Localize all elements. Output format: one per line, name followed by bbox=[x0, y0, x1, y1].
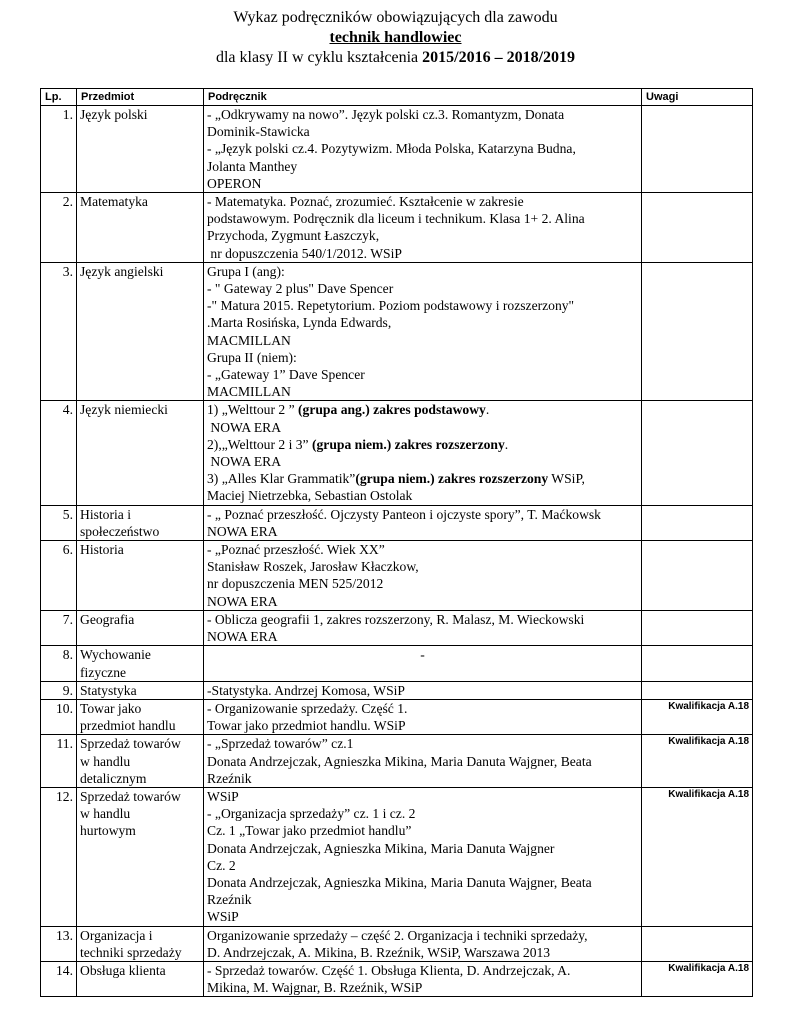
subject-line: Towar jako bbox=[80, 700, 142, 716]
row-number: 11. bbox=[41, 735, 77, 788]
textbook-text: 3) „Alles Klar Grammatik” bbox=[207, 471, 356, 487]
textbook-line: Jolanta Manthey bbox=[207, 158, 298, 174]
textbook-line: Dominik-Stawicka bbox=[207, 124, 310, 140]
notes-cell bbox=[642, 681, 753, 699]
textbook-cell bbox=[204, 926, 642, 961]
subject-line: w handlu bbox=[80, 753, 131, 769]
header-cycle-prefix: dla klasy II w cyklu kształcenia bbox=[215, 49, 423, 66]
subject-line: Historia bbox=[80, 542, 124, 558]
textbook-line: Mikina, M. Wajgnar, B. Rzeźnik, WSiP bbox=[207, 980, 423, 996]
table-row bbox=[41, 401, 753, 505]
notes-cell bbox=[642, 926, 753, 961]
table-row bbox=[41, 787, 753, 926]
subject-cell bbox=[77, 401, 204, 505]
column-header-notes: Uwagi bbox=[642, 89, 753, 106]
textbook-line: - Sprzedaż towarów. Część 1. Obsługa Klienta, D. Andrzejczak, A. bbox=[207, 962, 571, 978]
textbook-emphasis: (grupa niem.) zakres rozszerzony bbox=[355, 471, 549, 487]
textbook-line: - bbox=[420, 647, 425, 663]
textbook-line: Grupa I (ang): bbox=[207, 263, 285, 279]
textbook-line: -Statystyka. Andrzej Komosa, WSiP bbox=[207, 682, 405, 698]
notes-cell bbox=[642, 505, 753, 540]
column-header-book: Podręcznik bbox=[204, 89, 642, 106]
textbook-line: - „Sprzedaż towarów” cz.1 bbox=[207, 736, 354, 752]
textbook-line: nr dopuszczenia MEN 525/2012 bbox=[207, 576, 384, 592]
textbook-line: Donata Andrzejczak, Agnieszka Mikina, Maria Danuta Wajgner, Beata bbox=[207, 753, 592, 769]
textbook-line: - „Gateway 1” Dave Spencer bbox=[207, 367, 365, 383]
textbook-line: -" Matura 2015. Repetytorium. Poziom podstawowy i rozszerzony" bbox=[207, 298, 575, 314]
textbook-line bbox=[207, 419, 638, 436]
textbook-line: Donata Andrzejczak, Agnieszka Mikina, Maria Danuta Wajgner, Beata bbox=[207, 874, 592, 890]
subject-cell bbox=[77, 505, 204, 540]
textbook-cell bbox=[204, 106, 642, 193]
textbook-text: NOWA ERA bbox=[207, 454, 282, 470]
textbook-emphasis: (grupa niem.) zakres rozszerzony bbox=[311, 436, 505, 452]
textbook-line bbox=[207, 470, 638, 487]
notes-cell bbox=[642, 262, 753, 401]
textbook-line: Stanisław Roszek, Jarosław Kłaczkow, bbox=[207, 559, 419, 575]
table-row bbox=[41, 541, 753, 611]
subject-line: techniki sprzedaży bbox=[80, 944, 182, 960]
subject-line: hurtowym bbox=[80, 823, 136, 839]
textbook-text: 2),„Welttour 2 i 3” bbox=[207, 436, 312, 452]
textbook-line: NOWA ERA bbox=[207, 593, 278, 609]
subject-line: Matematyka bbox=[80, 194, 148, 210]
row-number: 7. bbox=[41, 610, 77, 645]
textbook-line: - „Język polski cz.4. Pozytywizm. Młoda Polska, Katarzyna Budna, bbox=[207, 141, 576, 157]
textbook-text: NOWA ERA bbox=[207, 419, 282, 435]
textbook-cell bbox=[204, 681, 642, 699]
table-body bbox=[41, 106, 753, 997]
textbook-line: - Oblicza geografii 1, zakres rozszerzony, R. Malasz, M. Wieckowski bbox=[207, 611, 585, 627]
textbook-line: - „ Poznać przeszłość. Ojczysty Panteon i ojczyste spory”, T. Maćkowsk bbox=[207, 506, 601, 522]
textbook-line: MACMILLAN bbox=[207, 332, 291, 348]
textbook-cell bbox=[204, 541, 642, 611]
textbook-line: MACMILLAN bbox=[207, 384, 291, 400]
subject-cell bbox=[77, 961, 204, 996]
subject-line: Język niemiecki bbox=[80, 402, 168, 418]
column-header-lp: Lp. bbox=[41, 89, 77, 106]
row-number: 8. bbox=[41, 646, 77, 681]
header-cycle-years: 2015/2016 – 2018/2019 bbox=[422, 49, 576, 66]
notes-cell bbox=[642, 106, 753, 193]
subject-cell bbox=[77, 926, 204, 961]
textbook-text: 1) „Welttour 2 ” bbox=[207, 402, 299, 418]
textbook-cell bbox=[204, 262, 642, 401]
notes-cell bbox=[642, 646, 753, 681]
subject-line: Historia i bbox=[80, 506, 131, 522]
textbook-line: D. Andrzejczak, A. Mikina, B. Rzeźnik, WSiP, Warszawa 2013 bbox=[207, 944, 551, 960]
subject-line: fizyczne bbox=[80, 664, 127, 680]
textbook-line: Towar jako przedmiot handlu. WSiP bbox=[207, 718, 406, 734]
textbook-line: - „Odkrywamy na nowo”. Język polski cz.3. Romantyzm, Donata bbox=[207, 107, 565, 122]
subject-cell bbox=[77, 699, 204, 734]
textbook-line: WSiP bbox=[207, 788, 239, 804]
table-row bbox=[41, 681, 753, 699]
textbook-line: .Marta Rosińska, Lynda Edwards, bbox=[207, 315, 392, 331]
textbook-line: NOWA ERA bbox=[207, 523, 278, 539]
textbook-cell bbox=[204, 505, 642, 540]
subject-cell bbox=[77, 646, 204, 681]
subject-line: detalicznym bbox=[80, 770, 147, 786]
header-line-1: Wykaz podręczników obowiązujących dla zawodu bbox=[233, 9, 558, 26]
subject-line: Obsługa klienta bbox=[80, 962, 166, 978]
textbook-cell bbox=[204, 401, 642, 505]
row-number: 2. bbox=[41, 193, 77, 263]
table-row bbox=[41, 699, 753, 734]
textbook-line: - Organizowanie sprzedaży. Część 1. bbox=[207, 700, 408, 716]
textbook-line: - " Gateway 2 plus" Dave Spencer bbox=[207, 281, 394, 297]
row-number: 9. bbox=[41, 681, 77, 699]
subject-cell bbox=[77, 735, 204, 788]
textbook-cell bbox=[204, 699, 642, 734]
textbook-text: WSiP, bbox=[548, 471, 585, 487]
textbook-line: Rzeźnik bbox=[207, 892, 252, 908]
header-cycle bbox=[0, 48, 791, 68]
subject-line: w handlu bbox=[80, 806, 131, 822]
notes-cell bbox=[642, 401, 753, 505]
textbook-line: Rzeźnik bbox=[207, 770, 252, 786]
textbook-line: Cz. 1 „Towar jako przedmiot handlu” bbox=[207, 823, 412, 839]
textbook-line: WSiP bbox=[207, 909, 239, 925]
textbook-table bbox=[40, 88, 753, 997]
subject-cell bbox=[77, 262, 204, 401]
subject-cell bbox=[77, 541, 204, 611]
notes-cell bbox=[642, 541, 753, 611]
notes-cell: Kwalifikacja A.18 bbox=[642, 735, 753, 788]
notes-cell: Kwalifikacja A.18 bbox=[642, 961, 753, 996]
subject-cell bbox=[77, 681, 204, 699]
textbook-line: - Matematyka. Poznać, zrozumieć. Kształcenie w zakresie bbox=[207, 194, 524, 210]
subject-line: Język angielski bbox=[80, 263, 164, 279]
document-header bbox=[0, 8, 791, 68]
row-number: 13. bbox=[41, 926, 77, 961]
textbook-line: OPERON bbox=[207, 175, 262, 191]
row-number: 3. bbox=[41, 262, 77, 401]
textbook-cell bbox=[204, 787, 642, 926]
column-header-subject: Przedmiot bbox=[77, 89, 204, 106]
subject-cell bbox=[77, 610, 204, 645]
textbook-line: podstawowym. Podręcznik dla liceum i technikum. Klasa 1+ 2. Alina bbox=[207, 211, 585, 227]
subject-line: Sprzedaż towarów bbox=[80, 736, 181, 752]
textbook-line: - „Poznać przeszłość. Wiek XX” bbox=[207, 542, 385, 558]
table-header-row bbox=[41, 89, 753, 106]
row-number: 12. bbox=[41, 787, 77, 926]
textbook-cell bbox=[204, 961, 642, 996]
textbook-line: Przychoda, Zygmunt Łaszczyk, bbox=[207, 228, 380, 244]
subject-line: przedmiot handlu bbox=[80, 718, 176, 734]
table-row bbox=[41, 646, 753, 681]
table-row bbox=[41, 193, 753, 263]
textbook-line bbox=[207, 436, 638, 453]
textbook-line: Organizowanie sprzedaży – część 2. Organizacja i techniki sprzedaży, bbox=[207, 927, 588, 943]
textbook-emphasis: (grupa ang.) zakres podstawowy bbox=[298, 402, 486, 418]
subject-cell bbox=[77, 106, 204, 193]
textbook-line: Donata Andrzejczak, Agnieszka Mikina, Maria Danuta Wajgner bbox=[207, 840, 555, 856]
subject-line: Sprzedaż towarów bbox=[80, 788, 181, 804]
table-row bbox=[41, 961, 753, 996]
textbook-cell bbox=[204, 646, 642, 681]
table-row bbox=[41, 735, 753, 788]
textbook-line: - „Organizacja sprzedaży” cz. 1 i cz. 2 bbox=[207, 806, 416, 822]
row-number: 1. bbox=[41, 106, 77, 193]
notes-cell bbox=[642, 610, 753, 645]
notes-cell: Kwalifikacja A.18 bbox=[642, 699, 753, 734]
table-row bbox=[41, 505, 753, 540]
textbook-text: Maciej Nietrzebka, Sebastian Ostolak bbox=[207, 488, 413, 504]
notes-cell: Kwalifikacja A.18 bbox=[642, 787, 753, 926]
row-number: 6. bbox=[41, 541, 77, 611]
textbook-line bbox=[207, 401, 638, 418]
subject-line: Statystyka bbox=[80, 682, 137, 698]
textbook-cell bbox=[204, 610, 642, 645]
row-number: 5. bbox=[41, 505, 77, 540]
table-row bbox=[41, 610, 753, 645]
table-row bbox=[41, 262, 753, 401]
table-row bbox=[41, 106, 753, 193]
textbook-line bbox=[207, 487, 638, 504]
row-number: 10. bbox=[41, 699, 77, 734]
textbook-text: . bbox=[485, 402, 490, 418]
subject-line: społeczeństwo bbox=[80, 523, 160, 539]
subject-line: Geografia bbox=[80, 611, 135, 627]
subject-line: Język polski bbox=[80, 107, 148, 122]
header-profession: technik handlowiec bbox=[329, 29, 462, 46]
textbook-line: Cz. 2 bbox=[207, 857, 236, 873]
textbook-line: nr dopuszczenia 540/1/2012. WSiP bbox=[207, 245, 402, 261]
textbook-line bbox=[207, 453, 638, 470]
textbook-line: NOWA ERA bbox=[207, 629, 278, 645]
row-number: 4. bbox=[41, 401, 77, 505]
table-row bbox=[41, 926, 753, 961]
textbook-line: Grupa II (niem): bbox=[207, 349, 297, 365]
row-number: 14. bbox=[41, 961, 77, 996]
textbook-text: . bbox=[504, 436, 509, 452]
notes-cell bbox=[642, 193, 753, 263]
textbook-cell bbox=[204, 735, 642, 788]
subject-line: Wychowanie bbox=[80, 647, 151, 663]
subject-cell bbox=[77, 193, 204, 263]
subject-cell bbox=[77, 787, 204, 926]
textbook-cell bbox=[204, 193, 642, 263]
subject-line: Organizacja i bbox=[80, 927, 153, 943]
